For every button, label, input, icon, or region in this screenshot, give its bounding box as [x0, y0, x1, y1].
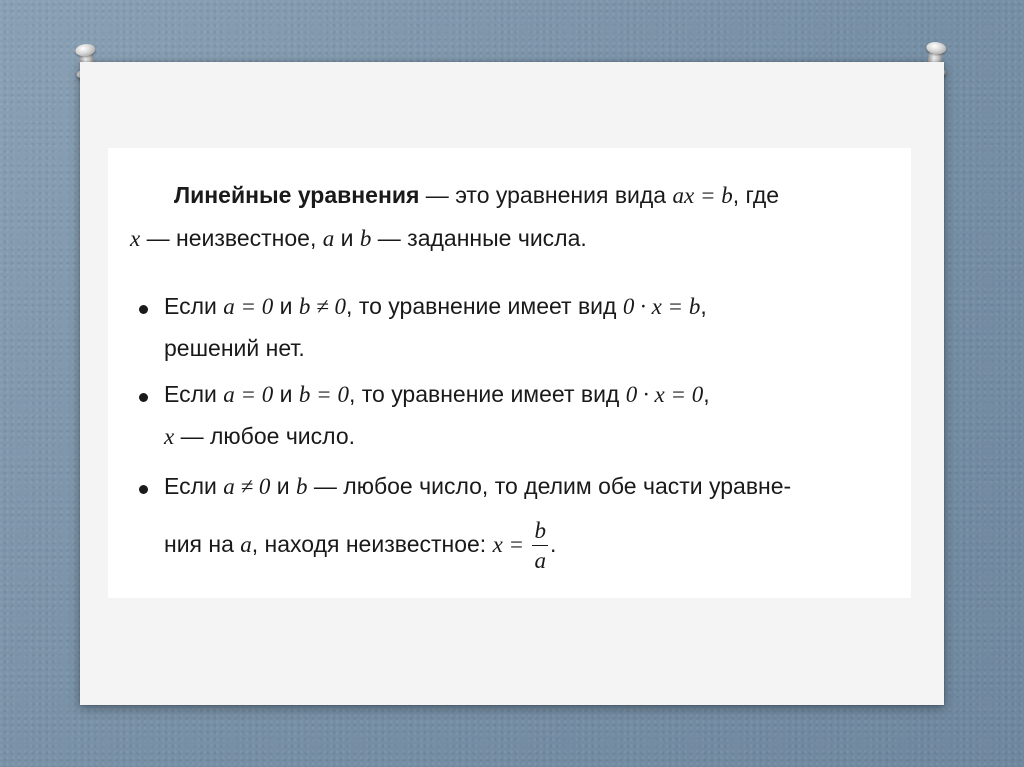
bullet-1-line-2: решений нет. — [164, 335, 305, 361]
bullet-2-line-2: x — любое число. — [164, 423, 356, 449]
definition-line-1: Линейные уравнения — это уравнения вида ax = b, где — [174, 182, 780, 208]
fraction-b-over-a: $\frac{b}{a}$ — [534, 518, 546, 574]
definition-term: Линейные уравнения — [174, 182, 420, 208]
bullet-1-line-1: Если a = 0 и b ≠ 0, то уравнение имеет вид 0 · x = b, — [164, 293, 707, 319]
bullet-3-line-2: ния на a, находя неизвестное: x = $\frac{b}{a}$ . — [164, 518, 557, 574]
bullet-3-line-1: Если a ≠ 0 и b — любое число, то делим обе части уравне- — [164, 473, 792, 499]
content-box — [108, 148, 911, 598]
bullet-2-line-1: Если a = 0 и b = 0, то уравнение имеет вид 0 · x = 0, — [164, 381, 710, 407]
definition-line-2: x — неизвестное, a и b — заданные числа. — [130, 225, 587, 251]
definition-equation: ax = b — [672, 183, 733, 208]
bullet-1-marker — [139, 305, 148, 314]
bullet-2-marker — [139, 393, 148, 402]
bullet-3-marker — [139, 485, 148, 494]
